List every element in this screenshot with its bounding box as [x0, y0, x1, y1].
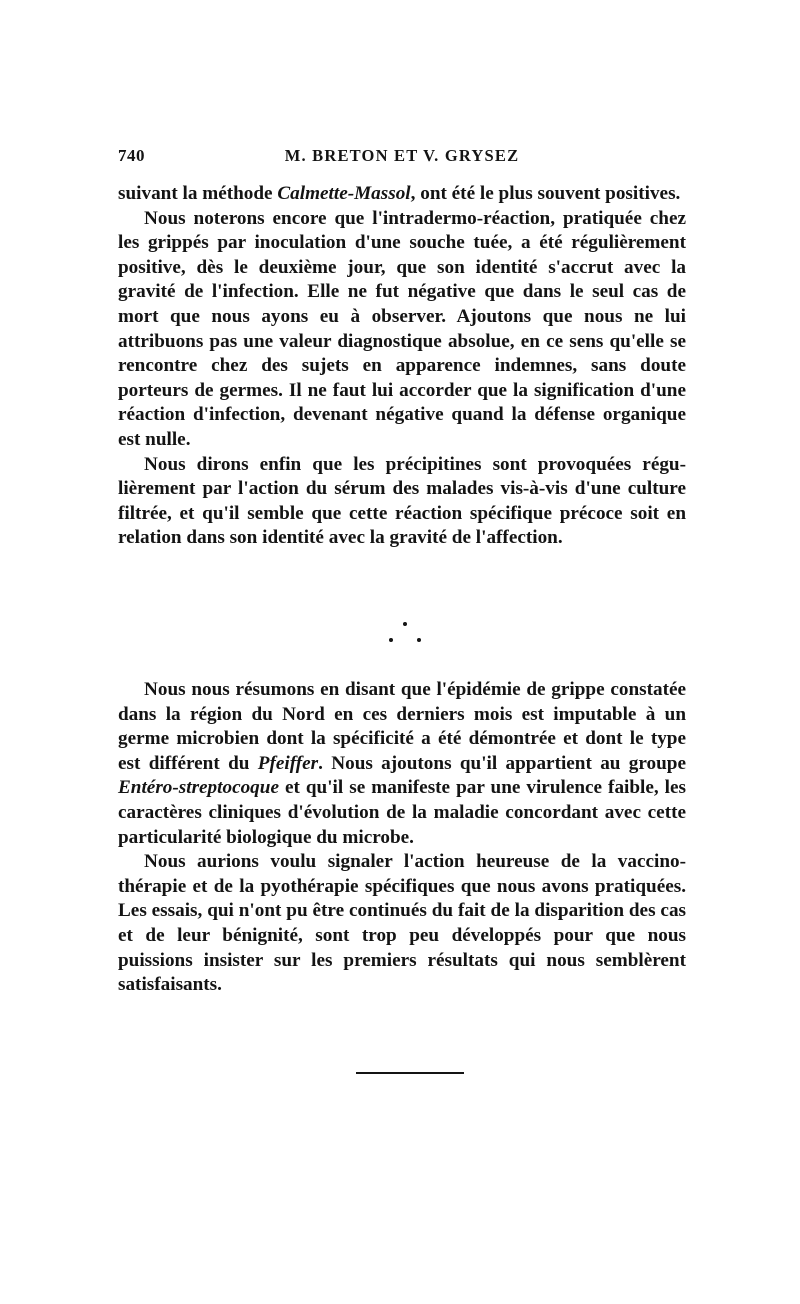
text-run: , ont été le plus souvent positives.: [410, 183, 681, 204]
page-number: 740: [118, 146, 145, 165]
text-run: et qu'il se manifeste par une virulence faible, les caractères cliniques d'évolution de la maladie concordant avec cette particularité biologique du microbe.: [118, 777, 686, 848]
body-text-section-2: [118, 678, 686, 998]
italic-term: Calmette-Massol: [277, 183, 411, 204]
paragraph-continuation: [118, 182, 686, 207]
paragraph-precipitines: Nous dirons enfin que les précipitines sont provoquées régulièrement par l'action du sérum des malades vis-à-vis d'une culture filtrée, et qu'il semble que cette réaction spécifique précoce soit en relation dans son identité avec la gravité de l'affection.: [118, 453, 686, 549]
text-run: Nous nous résumons en disant que l'épidémie de grippe constatée dans la région du Nord en ces derniers mois est imputable à un germe microbien dont la spécificité a été démontrée et dont le type est différent du: [118, 679, 686, 774]
italic-term: Entéro-streptocoque: [118, 777, 279, 799]
end-rule: [356, 1072, 464, 1074]
asterism-dot: [403, 622, 407, 626]
running-head: M. BRETON ET V. GRYSEZ: [284, 146, 520, 165]
paragraph-intradermo-reaction: Nous noterons encore que l'intradermo-réaction, pratiquée chez les grippés par inoculation d'une souche tuée, a été régulièrement positive, dès le deuxième jour, que son identité s'accrut avec la gravité de l'infection. Elle ne fut négative que dans le seul cas de mort que nous ayons eu à observer. Ajoutons que nous ne lui attribuons pas une valeur diagnostique absolue, en ce sens qu'elle se rencontre chez des sujets en apparence indemnes, sans doute porteurs de germes. Il ne faut lui accorder que la signification d'une réaction d'infection, devenant négative quand la défense organique est nulle.: [118, 207, 686, 450]
asterism-dot: [417, 638, 421, 642]
asterism-dot: [389, 638, 393, 642]
body-text-section-1: [118, 182, 686, 551]
paragraph-vaccinotherapie: Nous aurions voulu signaler l'action heureuse de la vaccinothérapie et de la pyothérapie spécifiques que nous avons pratiquées. Les essais, qui n'ont pu être continués du fait de la disparition des cas et de leur bénignité, sont trop peu développés pour que nous puissions insister sur les premiers résultats qui nous semblèrent satisfaisants.: [118, 851, 686, 996]
asterism-separator: [380, 618, 430, 648]
italic-term: Pfeiffer: [257, 752, 319, 774]
paragraph-summary: [118, 678, 686, 850]
text-run: suivant la méthode: [118, 183, 278, 204]
text-run: . Nous ajoutons qu'il appartient au groupe: [318, 752, 686, 774]
page-header: [118, 146, 686, 170]
